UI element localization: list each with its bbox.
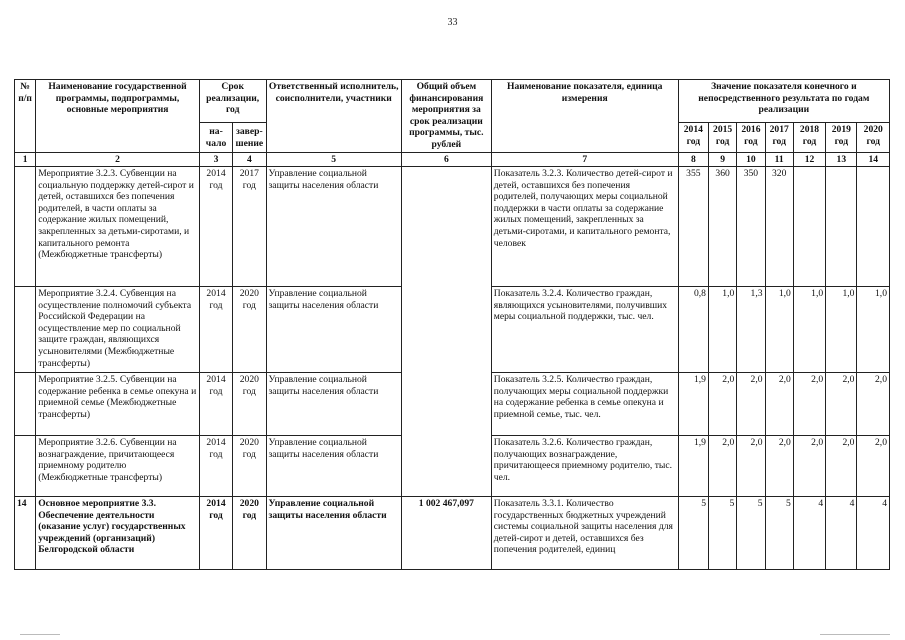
executor: Управление социальной защиты населения области bbox=[266, 167, 401, 287]
value-2014: 1,9 bbox=[678, 373, 708, 436]
period-end: 2020 год bbox=[233, 373, 266, 436]
column-number: 3 bbox=[199, 153, 232, 167]
row-number bbox=[15, 373, 36, 436]
header-values: Значение показателя конечного и непосредственного результата по годам реализации bbox=[678, 80, 889, 123]
value-2015: 360 bbox=[708, 167, 736, 287]
value-2020: 2,0 bbox=[857, 436, 890, 497]
column-number: 11 bbox=[765, 153, 793, 167]
value-2019: 2,0 bbox=[826, 436, 857, 497]
row-number bbox=[15, 287, 36, 373]
column-number: 14 bbox=[857, 153, 890, 167]
value-2014: 5 bbox=[678, 497, 708, 570]
header-finance: Общий объем финансирования мероприятия за срок реализации программы, тыс. рублей bbox=[401, 80, 491, 153]
value-2017: 2,0 bbox=[765, 436, 793, 497]
value-2020 bbox=[857, 167, 890, 287]
value-2015: 1,0 bbox=[708, 287, 736, 373]
value-2018: 2,0 bbox=[793, 436, 825, 497]
period-start: 2014 год bbox=[199, 167, 232, 287]
period-start: 2014 год bbox=[199, 436, 232, 497]
column-number: 6 bbox=[401, 153, 491, 167]
header-year-2019: 2019 год bbox=[826, 123, 857, 153]
header-year-2014: 2014 год bbox=[678, 123, 708, 153]
finance-total: 1 002 467,097 bbox=[401, 497, 491, 570]
value-2019: 2,0 bbox=[826, 373, 857, 436]
scan-artifact bbox=[820, 634, 890, 635]
value-2014: 0,8 bbox=[678, 287, 708, 373]
column-number: 4 bbox=[233, 153, 266, 167]
executor: Управление социальной защиты населения области bbox=[266, 373, 401, 436]
value-2016: 5 bbox=[737, 497, 765, 570]
header-year-2017: 2017 год bbox=[765, 123, 793, 153]
column-number: 9 bbox=[708, 153, 736, 167]
header-year-2020: 2020 год bbox=[857, 123, 890, 153]
measure-name: Мероприятие 3.2.4. Субвенция на осуществление полномочий субъекта Российской Федерации на осуществление мер по социальной защите граждан, являющихся усыновителями (Межбюджетные трансферты) bbox=[36, 287, 200, 373]
header-year-2015: 2015 год bbox=[708, 123, 736, 153]
value-2019: 4 bbox=[826, 497, 857, 570]
value-2015: 2,0 bbox=[708, 436, 736, 497]
value-2019 bbox=[826, 167, 857, 287]
value-2020: 2,0 bbox=[857, 373, 890, 436]
value-2016: 350 bbox=[737, 167, 765, 287]
measure-name: Основное мероприятие 3.3. Обеспечение деятельности (оказание услуг) государственных учреждений (организаций) Белгородской области bbox=[36, 497, 200, 570]
value-2017: 1,0 bbox=[765, 287, 793, 373]
period-start: 2014 год bbox=[199, 287, 232, 373]
value-2019: 1,0 bbox=[826, 287, 857, 373]
period-end: 2020 год bbox=[233, 497, 266, 570]
table-row bbox=[15, 497, 890, 570]
value-2018: 1,0 bbox=[793, 287, 825, 373]
column-number: 5 bbox=[266, 153, 401, 167]
value-2020: 1,0 bbox=[857, 287, 890, 373]
header-period-end: завер-шение bbox=[233, 123, 266, 153]
executor: Управление социальной защиты населения области bbox=[266, 287, 401, 373]
indicator: Показатель 3.2.5. Количество граждан, получающих меры социальной поддержки на содержание ребенка в семье опекуна и приемной семье, тыс. чел. bbox=[491, 373, 678, 436]
value-2018: 2,0 bbox=[793, 373, 825, 436]
value-2015: 5 bbox=[708, 497, 736, 570]
indicator: Показатель 3.2.6. Количество граждан, получающих вознаграждение, причитающееся приемному родителю, тыс. чел. bbox=[491, 436, 678, 497]
period-start: 2014 год bbox=[199, 373, 232, 436]
column-number: 10 bbox=[737, 153, 765, 167]
executor: Управление социальной защиты населения области bbox=[266, 436, 401, 497]
column-number: 8 bbox=[678, 153, 708, 167]
value-2016: 2,0 bbox=[737, 373, 765, 436]
value-2017: 320 bbox=[765, 167, 793, 287]
column-number: 7 bbox=[491, 153, 678, 167]
indicator: Показатель 3.2.4. Количество граждан, являющихся усыновителями, получивших меры социальной поддержки, тыс. чел. bbox=[491, 287, 678, 373]
executor: Управление социальной защиты населения области bbox=[266, 497, 401, 570]
column-number: 12 bbox=[793, 153, 825, 167]
page-number: 33 bbox=[447, 17, 458, 28]
column-number: 1 bbox=[15, 153, 36, 167]
header-executor: Ответственный исполнитель, соисполнители, участники bbox=[266, 80, 401, 153]
period-end: 2020 год bbox=[233, 436, 266, 497]
header-num: № п/п bbox=[15, 80, 36, 153]
measure-name: Мероприятие 3.2.5. Субвенции на содержание ребенка в семье опекуна и приемной семье (Межбюджетные трансферты) bbox=[36, 373, 200, 436]
header-row-1 bbox=[15, 80, 890, 123]
column-number: 13 bbox=[826, 153, 857, 167]
header-period: Срок реализации, год bbox=[199, 80, 266, 123]
value-2017: 5 bbox=[765, 497, 793, 570]
value-2017: 2,0 bbox=[765, 373, 793, 436]
period-end: 2017 год bbox=[233, 167, 266, 287]
measure-name: Мероприятие 3.2.3. Субвенции на социальную поддержку детей-сирот и детей, оставшихся без попечения родителей, в части оплаты за содержание жилых помещений, закрепленных за детьми-сиротами, и капитального ремонта (Межбюджетные трансферты) bbox=[36, 167, 200, 287]
header-year-2016: 2016 год bbox=[737, 123, 765, 153]
indicator: Показатель 3.3.1. Количество государственных бюджетных учреждений системы социальной защиты населения для детей-сирот и детей, оставшихся без попечения родителей, единиц bbox=[491, 497, 678, 570]
row-number: 14 bbox=[15, 497, 36, 570]
row-number bbox=[15, 167, 36, 287]
header-year-2018: 2018 год bbox=[793, 123, 825, 153]
value-2018: 4 bbox=[793, 497, 825, 570]
header-period-start: на-чало bbox=[199, 123, 232, 153]
table-row bbox=[15, 167, 890, 287]
value-2016: 2,0 bbox=[737, 436, 765, 497]
value-2020: 4 bbox=[857, 497, 890, 570]
header-indicator: Наименование показателя, единица измерения bbox=[491, 80, 678, 153]
column-number-row bbox=[15, 153, 890, 167]
column-number: 2 bbox=[36, 153, 200, 167]
finance-cell bbox=[401, 167, 491, 497]
indicator: Показатель 3.2.3. Количество детей-сирот и детей, оставшихся без попечения родителей, получающих меры социальной поддержки в части оплаты за содержание жилых помещений, закрепленных за детьми-сиротами, и капитального ремонта, человек bbox=[491, 167, 678, 287]
header-name: Наименование государственной программы, подпрограммы, основные мероприятия bbox=[36, 80, 200, 153]
row-number bbox=[15, 436, 36, 497]
measure-name: Мероприятие 3.2.6. Субвенции на вознаграждение, причитающееся приемному родителю (Межбюджетные трансферты) bbox=[36, 436, 200, 497]
value-2016: 1,3 bbox=[737, 287, 765, 373]
value-2018 bbox=[793, 167, 825, 287]
value-2014: 355 bbox=[678, 167, 708, 287]
period-start: 2014 год bbox=[199, 497, 232, 570]
program-table bbox=[14, 79, 890, 570]
value-2014: 1,9 bbox=[678, 436, 708, 497]
period-end: 2020 год bbox=[233, 287, 266, 373]
scan-artifact bbox=[20, 634, 60, 635]
value-2015: 2,0 bbox=[708, 373, 736, 436]
